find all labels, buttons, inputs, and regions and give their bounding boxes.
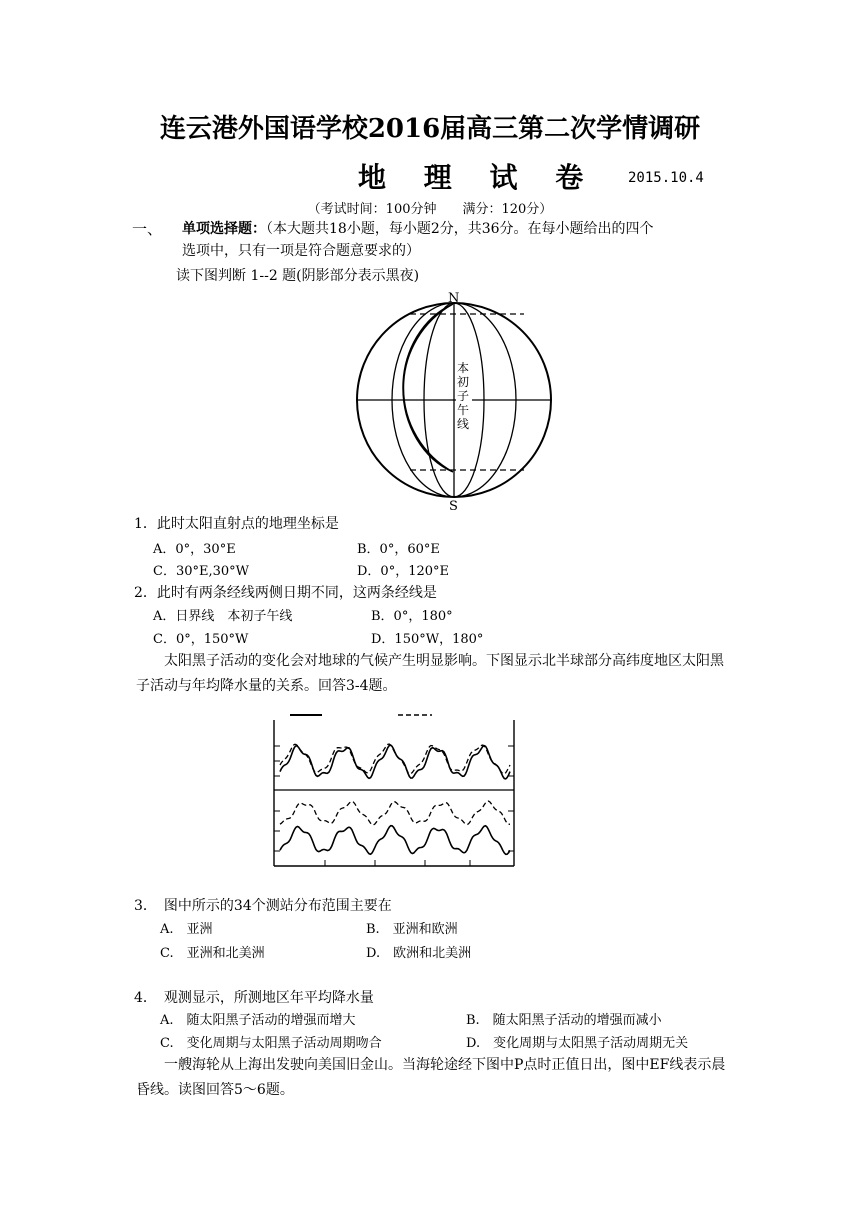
meridian-label-2: 初 <box>457 375 470 389</box>
exam-meta: （考试时间：100分钟 满分：120分） <box>307 202 553 217</box>
section-heading-label: 单项选择题： <box>182 221 266 237</box>
section-number: 一、 <box>132 220 163 238</box>
meridian-label-4: 午 <box>457 403 470 417</box>
question-3-stem: 3． 图中所示的34个测站分布范围主要在 <box>134 898 392 914</box>
q4-option-b: B. 随太阳黑子活动的增强而减小 <box>466 1013 662 1028</box>
q4-option-a: A. 随太阳黑子活动的增强而增大 <box>160 1013 356 1028</box>
upper-dashed-series <box>280 744 510 774</box>
meridian-label-3: 子 <box>457 389 470 403</box>
question-4-stem: 4． 观测显示，所测地区年平均降水量 <box>134 990 374 1006</box>
globe-figure <box>340 290 570 512</box>
meridian-label-5: 线 <box>457 417 470 431</box>
question-1-stem: 1．此时太阳直射点的地理坐标是 <box>134 516 339 532</box>
south-pole-label: S <box>449 499 458 512</box>
section-heading <box>182 218 654 238</box>
lower-solid-series <box>280 826 510 855</box>
sunspot-chart <box>270 706 520 876</box>
q2-option-b: B．0°，180° <box>371 609 453 624</box>
globe-intro: 读下图判断 1--2 题(阴影部分表示黑夜) <box>176 268 420 284</box>
q1-option-c: C．30°E,30°W <box>153 564 250 579</box>
section-instructions-cont: 选项中，只有一项是符合题意要求的） <box>182 243 420 259</box>
q4-option-c: C. 变化周期与太阳黑子活动周期吻合 <box>160 1036 382 1051</box>
section-instructions: （本大题共18小题，每小题2分，共36分。在每小题给出的四个 <box>266 221 654 237</box>
north-pole-label: N <box>448 291 460 306</box>
q1-option-b: B．0°，60°E <box>357 542 440 557</box>
q4-option-d: D. 变化周期与太阳黑子活动周期无关 <box>466 1036 689 1051</box>
sunspot-passage: 太阳黑子活动的变化会对地球的气候产生明显影响。下图显示北半球部分高纬度地区太阳黑子活动与年均降水量的关系。回答3-4题。 <box>136 653 724 694</box>
exam-subtitle: 地 理 试 卷 <box>358 161 598 194</box>
q2-option-d: D．150°W，180° <box>371 632 484 647</box>
q1-option-a: A．0°，30°E <box>153 542 236 557</box>
q1-option-d: D．0°，120°E <box>357 564 449 579</box>
q3-option-d: D. 欧洲和北美洲 <box>366 946 472 961</box>
question-2-stem: 2．此时有两条经线两侧日期不同，这两条经线是 <box>134 585 437 601</box>
ship-passage: 一艘海轮从上海出发驶向美国旧金山。当海轮途经下图中P点时正值日出，图中EF线表示晨昏线。读图回答5～6题。 <box>136 1057 726 1098</box>
exam-title: 连云港外国语学校2016届高三第二次学情调研 <box>159 114 701 144</box>
q3-option-a: A. 亚洲 <box>160 922 213 937</box>
q3-option-b: B. 亚洲和欧洲 <box>366 922 458 937</box>
q3-option-c: C. 亚洲和北美洲 <box>160 946 265 961</box>
q2-option-a: A．日界线 本初子午线 <box>153 609 293 624</box>
lower-dashed-series <box>280 801 510 825</box>
exam-date: 2015.10.4 <box>628 170 704 186</box>
q2-option-c: C．0°，150°W <box>153 632 249 647</box>
meridian-label-1: 本 <box>457 361 470 375</box>
